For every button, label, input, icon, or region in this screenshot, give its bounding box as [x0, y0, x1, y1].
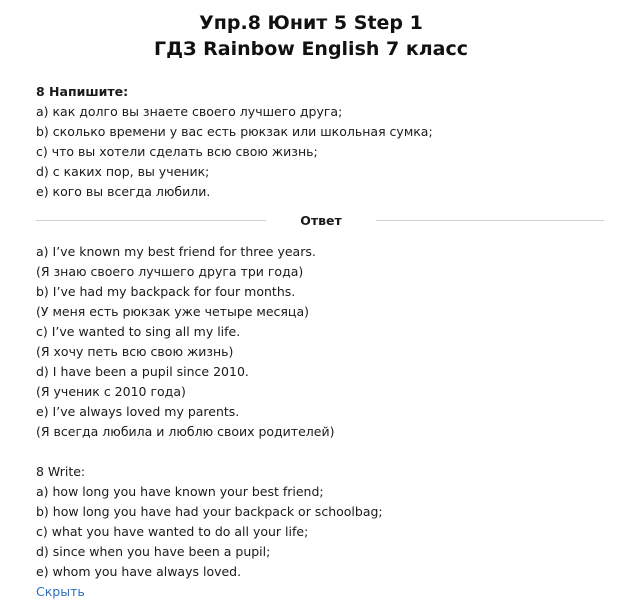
page-title-line-2: ГДЗ Rainbow English 7 класс	[153, 38, 469, 60]
task-item-c: c) что вы хотели сделать всю свою жизнь;	[36, 144, 318, 159]
answer-line-a-en: a) I’ve known my best friend for three years.	[36, 244, 316, 259]
answer-line-e-ru: (Я всегда любила и люблю своих родителей)	[36, 424, 335, 439]
answer-divider-label: Ответ	[300, 213, 342, 228]
answer-line-c-en: c) I’ve wanted to sing all my life.	[36, 324, 241, 339]
page-title	[0, 10, 622, 62]
task-heading: 8 Напишите:	[36, 84, 129, 99]
divider-line-right	[376, 220, 604, 221]
original-task-item-e: e) whom you have always loved.	[36, 564, 242, 579]
answer-divider	[36, 212, 604, 230]
task-item-b: b) сколько времени у вас есть рюкзак или школьная сумка;	[36, 124, 433, 139]
answer-block	[36, 242, 606, 602]
answer-line-b-en: b) I’ve had my backpack for four months.	[36, 284, 296, 299]
task-item-a: a) как долго вы знаете своего лучшего друга;	[36, 104, 343, 119]
task-block	[36, 82, 606, 202]
original-task-item-d: d) since when you have been a pupil;	[36, 544, 271, 559]
task-item-d: d) с каких пор, вы ученик;	[36, 164, 210, 179]
answer-line-e-en: e) I’ve always loved my parents.	[36, 404, 240, 419]
task-item-e: e) кого вы всегда любили.	[36, 184, 211, 199]
answer-line-d-ru: (Я ученик с 2010 года)	[36, 384, 186, 399]
answer-spacer	[36, 442, 606, 462]
answer-line-b-ru: (У меня есть рюкзак уже четыре месяца)	[36, 304, 309, 319]
answer-line-a-ru: (Я знаю своего лучшего друга три года)	[36, 264, 304, 279]
original-task-item-c: c) what you have wanted to do all your life;	[36, 524, 309, 539]
hide-answer-link[interactable]: Скрыть	[36, 584, 85, 599]
page-title-line-1: Упр.8 Юнит 5 Step 1	[199, 12, 423, 34]
divider-line-left	[36, 220, 266, 221]
original-task-item-a: a) how long you have known your best friend;	[36, 484, 324, 499]
original-task-item-b: b) how long you have had your backpack or schoolbag;	[36, 504, 383, 519]
answer-line-d-en: d) I have been a pupil since 2010.	[36, 364, 249, 379]
original-task-heading: 8 Write:	[36, 464, 86, 479]
answer-line-c-ru: (Я хочу петь всю свою жизнь)	[36, 344, 234, 359]
